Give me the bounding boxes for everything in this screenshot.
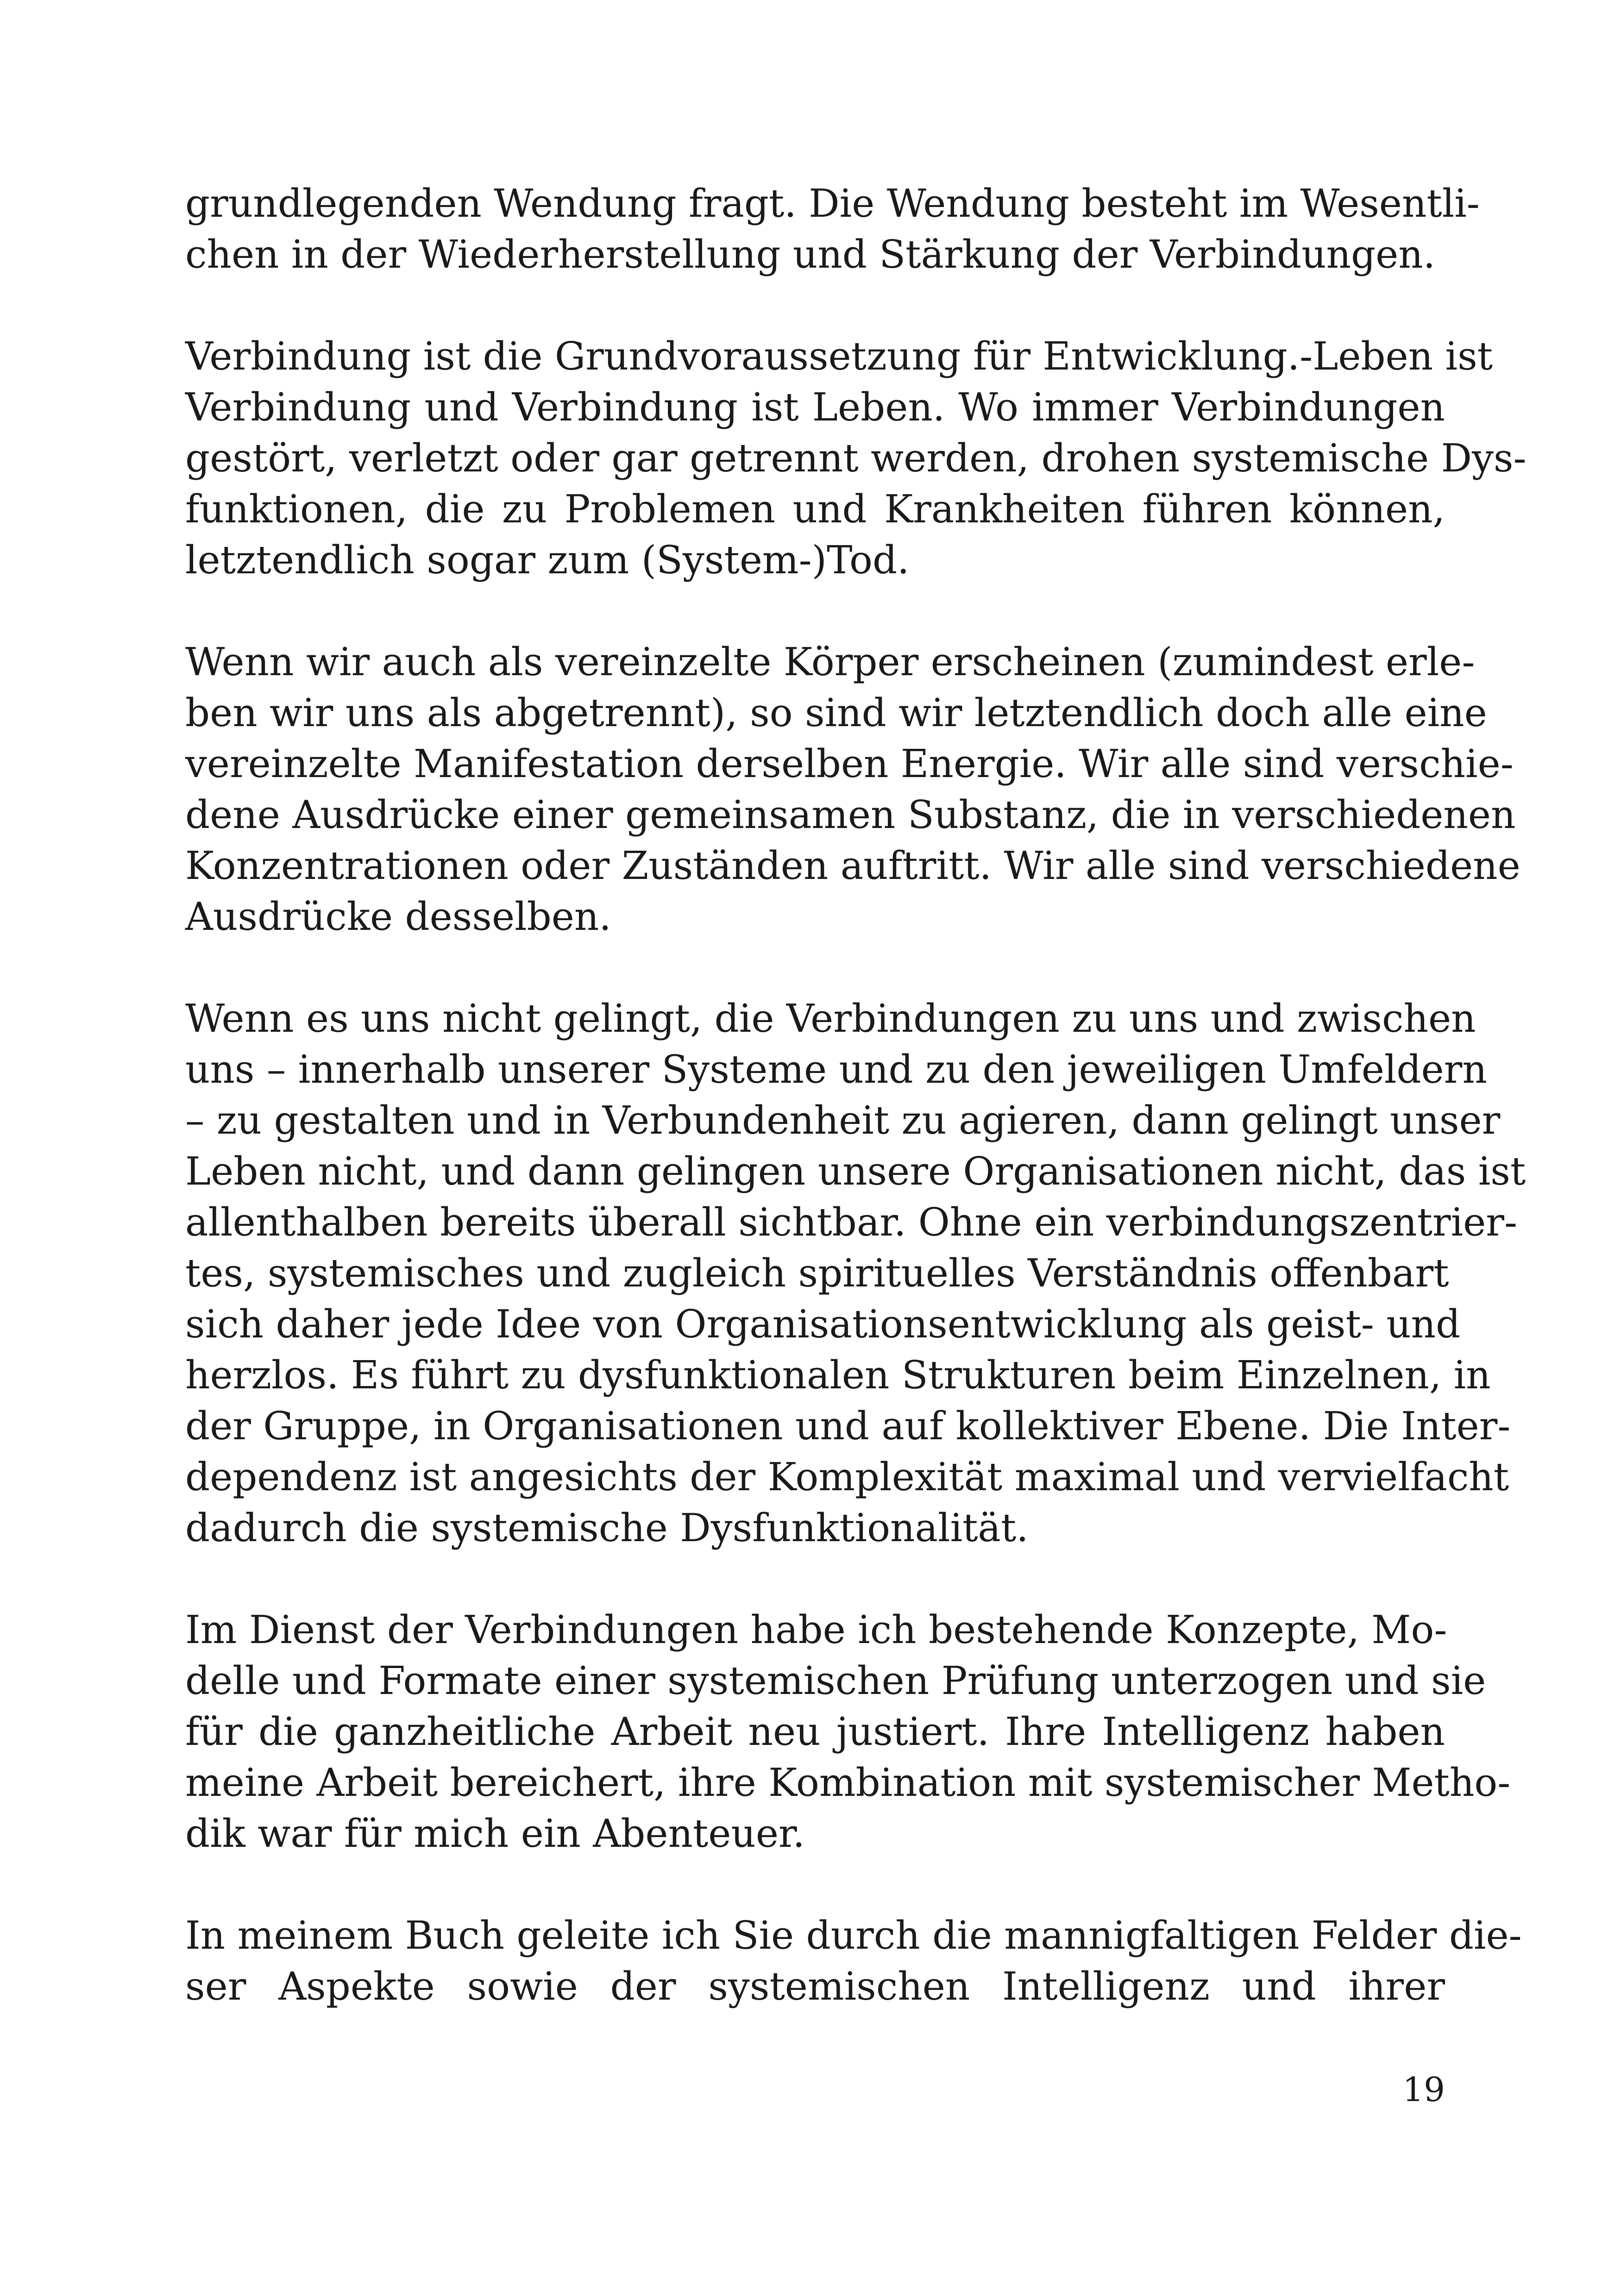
text-line: tes, systemisches und zugleich spirituelles Verständnis offenbart xyxy=(185,1251,1449,1296)
text-line: sich daher jede Idee von Organisationsentwicklung als geist- und xyxy=(185,1302,1461,1347)
text-line: letztendlich sogar zum (System-)Tod. xyxy=(185,538,910,583)
paragraph-5 xyxy=(185,1605,1511,1859)
text-line: für die ganzheitliche Arbeit neu justiert. Ihre Intelligenz haben xyxy=(185,1709,1445,1754)
text-line: delle und Formate einer systemischen Prüfung unterzogen und sie xyxy=(185,1658,1486,1703)
paragraph-4 xyxy=(185,993,1526,1554)
text-line: Leben nicht, und dann gelingen unsere Organisationen nicht, das ist xyxy=(185,1149,1526,1194)
text-line: gestört, verletzt oder gar getrennt werden, drohen systemische Dys- xyxy=(185,436,1527,481)
text-line: Verbindung ist die Grundvoraussetzung für Entwicklung.-Leben ist xyxy=(185,334,1493,379)
text-line: Wenn es uns nicht gelingt, die Verbindungen zu uns und zwischen xyxy=(185,996,1476,1041)
text-line: dik war für mich ein Abenteuer. xyxy=(185,1811,805,1856)
text-line: Wenn wir auch als vereinzelte Körper erscheinen (zumindest erle- xyxy=(185,640,1475,684)
text-line: grundlegenden Wendung fragt. Die Wendung besteht im Wesentli- xyxy=(185,181,1480,226)
text-line: meine Arbeit bereichert, ihre Kombination mit systemischer Metho- xyxy=(185,1760,1511,1805)
text-line: ben wir uns als abgetrennt), so sind wir letztendlich doch alle eine xyxy=(185,690,1487,735)
text-line: uns – innerhalb unserer Systeme und zu den jeweiligen Umfeldern xyxy=(185,1047,1487,1092)
text-line: Verbindung und Verbindung ist Leben. Wo immer Verbindungen xyxy=(185,385,1445,430)
text-line: – zu gestalten und in Verbundenheit zu agieren, dann gelingt unser xyxy=(185,1098,1501,1143)
paragraph-1 xyxy=(185,178,1480,280)
text-line: allenthalben bereits überall sichtbar. Ohne ein verbindungszentrier- xyxy=(185,1200,1517,1245)
text-line: der Gruppe, in Organisationen und auf kollektiver Ebene. Die Inter- xyxy=(185,1404,1511,1449)
text-line: ser Aspekte sowie der systemischen Intelligenz und ihrer xyxy=(185,1964,1445,2009)
paragraph-6 xyxy=(185,1910,1522,2012)
text-line: dadurch die systemische Dysfunktionalität. xyxy=(185,1506,1029,1550)
text-line: vereinzelte Manifestation derselben Energie. Wir alle sind verschie- xyxy=(185,741,1514,786)
text-line: Ausdrücke desselben. xyxy=(185,894,611,939)
text-line: herzlos. Es führt zu dysfunktionalen Strukturen beim Einzelnen, in xyxy=(185,1353,1491,1398)
text-line: chen in der Wiederherstellung und Stärkung der Verbindungen. xyxy=(185,232,1436,277)
page-number: 19 xyxy=(1402,2070,1445,2109)
body-text xyxy=(185,178,1527,2063)
text-line: In meinem Buch geleite ich Sie durch die mannigfaltigen Felder die- xyxy=(185,1913,1522,1958)
text-line: Konzentrationen oder Zuständen auftritt. Wir alle sind verschiedene xyxy=(185,843,1520,888)
paragraph-3 xyxy=(185,637,1520,942)
text-line: dene Ausdrücke einer gemeinsamen Substanz, die in verschiedenen xyxy=(185,792,1516,837)
paragraph-2 xyxy=(185,331,1527,586)
text-line: dependenz ist angesichts der Komplexität maximal und vervielfacht xyxy=(185,1455,1509,1499)
text-line: funktionen, die zu Problemen und Krankheiten führen können, xyxy=(185,487,1445,532)
text-line: Im Dienst der Verbindungen habe ich bestehende Konzepte, Mo- xyxy=(185,1607,1447,1652)
